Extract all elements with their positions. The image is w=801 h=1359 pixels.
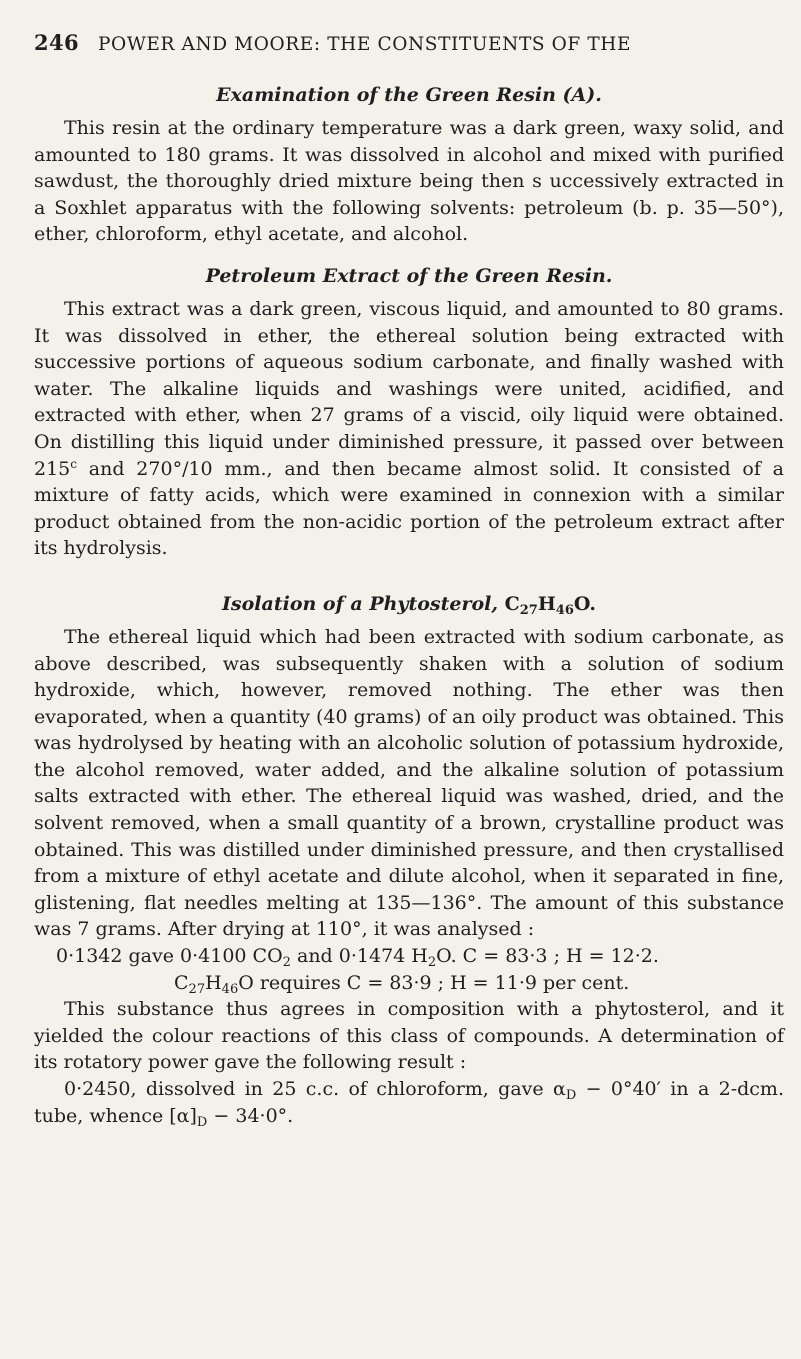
section-heading-green-resin: Examination of the Green Resin (A). xyxy=(216,84,602,106)
rotation-result: 0·2450, dissolved in 25 c.c. of chloroform, gave $\alpha_D - 0^\circ 40'$ in a 2-dcm. tube, whence $[\alpha]_D - 34\cdot 0^\circ$. xyxy=(34,1078,784,1130)
requires-line: $C_{27}H_{46}O$ requires C = 83·9 ; H = 11·9 per cent. xyxy=(174,971,630,997)
formula: $C_{27}H_{46}O$. xyxy=(504,592,596,618)
section-heading-phytosterol: Isolation of a Phytosterol, $C_{27}H_{46}O$. xyxy=(222,592,596,618)
document-page xyxy=(34,30,784,1129)
paragraph-green-resin: This resin at the ordinary temperature was a dark green, waxy solid, and amounted to 180 grams. It was dissolved in alcohol and mixed with purified sawdust, the thoroughly dried mixture being then s uccessively extracted in a Soxhlet apparatus with the following solvents: petroleum (b. p. 35—50°), ether, chloroform, ethyl acetate, and alcohol. xyxy=(34,117,784,246)
paragraph-petroleum-extract: This extract was a dark green, viscous liquid, and amounted to 80 grams. It was dissolved in ether, the ethereal solution being extracted with successive portions of aqueous sodium carbonate, and finally washed with water. The alkaline liquids and washings were united, acidified, and extracted with ether, when 27 grams of a viscid, oily liquid were obtained. On distilling this liquid under diminished pressure, it passed over between 215$^c$ and 270°/10 mm., and then became almost solid. It consisted of a mixture of fatty acids, which were examined in connexion with a similar product obtained from the non-acidic portion of the petroleum extract after its hydrolysis. xyxy=(34,297,784,560)
page-header xyxy=(34,30,784,55)
paragraph-rotatory-power: This substance thus agrees in composition with a phytosterol, and it yielded the colour reactions of this class of compounds. A determination of its rotatory power gave the following result : xyxy=(34,998,784,1074)
paragraph-phytosterol-isolation: The ethereal liquid which had been extracted with sodium carbonate, as above described, was subsequently shaken with a solution of sodium hydroxide, which, however, removed nothing. The ether was then evaporated, when a quantity (40 grams) of an oily product was obtained. This was hydrolysed by heating with an alcoholic solution of potassium hydroxide, the alcohol removed, water added, and the alkaline solution of potassium salts extracted with ether. The ethereal liquid was washed, dried, and the solvent removed, when a small quantity of a brown, crystalline product was obtained. This was distilled under diminished pressure, and then crystallised from a mixture of ethyl acetate and dilute alcohol, when it separated in fine, glistening, flat needles melting at 135—136°. The amount of this substance was 7 grams. After drying at 110°, it was analysed : xyxy=(34,625,784,941)
analysis-line: 0·1342 gave 0·4100 $CO_2$ and 0·1474 $H_2O$. C = 83·3 ; H = 12·2. xyxy=(56,945,659,971)
running-title: POWER AND MOORE: THE CONSTITUENTS OF THE xyxy=(98,34,632,55)
section-heading-petroleum-extract: Petroleum Extract of the Green Resin. xyxy=(205,264,613,287)
page-number: 246 xyxy=(34,30,80,55)
